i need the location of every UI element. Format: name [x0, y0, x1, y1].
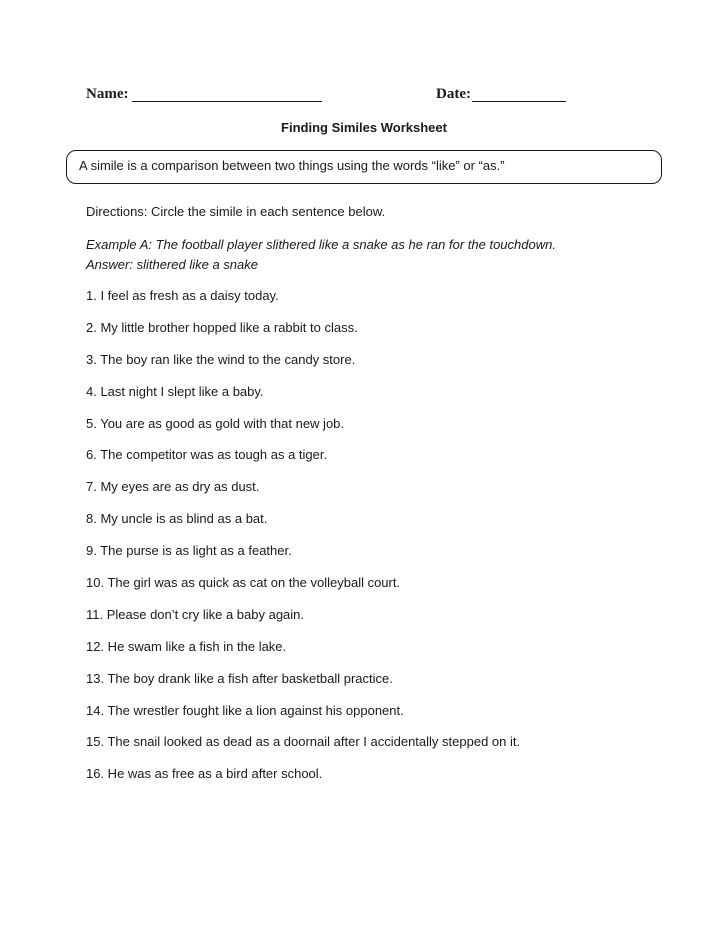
- question-item: 8. My uncle is as blind as a bat.: [86, 511, 268, 527]
- question-item: 11. Please don’t cry like a baby again.: [86, 606, 305, 622]
- example-sentence: Example A: The football player slithered like a snake as he ran for the touchdown.: [86, 237, 556, 252]
- definition-box: [66, 150, 662, 184]
- question-item: 7. My eyes are as dry as dust.: [86, 479, 260, 495]
- date-label: Date:: [436, 86, 471, 102]
- question-item: 6. The competitor was as tough as a tiger.: [86, 447, 328, 463]
- question-item: 2. My little brother hopped like a rabbit to class.: [86, 319, 358, 335]
- question-item: 13. The boy drank like a fish after basketball practice.: [86, 670, 393, 686]
- name-blank-line[interactable]: [132, 101, 322, 102]
- question-list: [86, 288, 520, 798]
- definition-text: A simile is a comparison between two things using the words “like” or “as.”: [79, 158, 505, 173]
- question-item: 3. The boy ran like the wind to the candy store.: [86, 351, 356, 367]
- question-item: 9. The purse is as light as a feather.: [86, 543, 292, 559]
- question-item: 16. He was as free as a bird after school.: [86, 766, 323, 782]
- directions-text: Directions: Circle the simile in each sentence below.: [86, 204, 386, 219]
- question-item: 15. The snail looked as dead as a doornail after I accidentally stepped on it.: [86, 734, 521, 750]
- question-item: 5. You are as good as gold with that new job.: [86, 415, 345, 431]
- date-blank-line[interactable]: [472, 101, 566, 102]
- question-item: 14. The wrestler fought like a lion against his opponent.: [86, 702, 404, 718]
- question-item: 12. He swam like a fish in the lake.: [86, 638, 287, 654]
- example-block: [86, 235, 556, 275]
- question-item: 10. The girl was as quick as cat on the volleyball court.: [86, 575, 401, 591]
- question-item: 4. Last night I slept like a baby.: [86, 383, 264, 399]
- header-row: [86, 86, 586, 106]
- example-answer: Answer: slithered like a snake: [86, 257, 258, 272]
- name-label: Name:: [86, 86, 129, 102]
- worksheet-title: Finding Similes Worksheet: [281, 120, 447, 135]
- question-item: 1. I feel as fresh as a daisy today.: [86, 288, 279, 303]
